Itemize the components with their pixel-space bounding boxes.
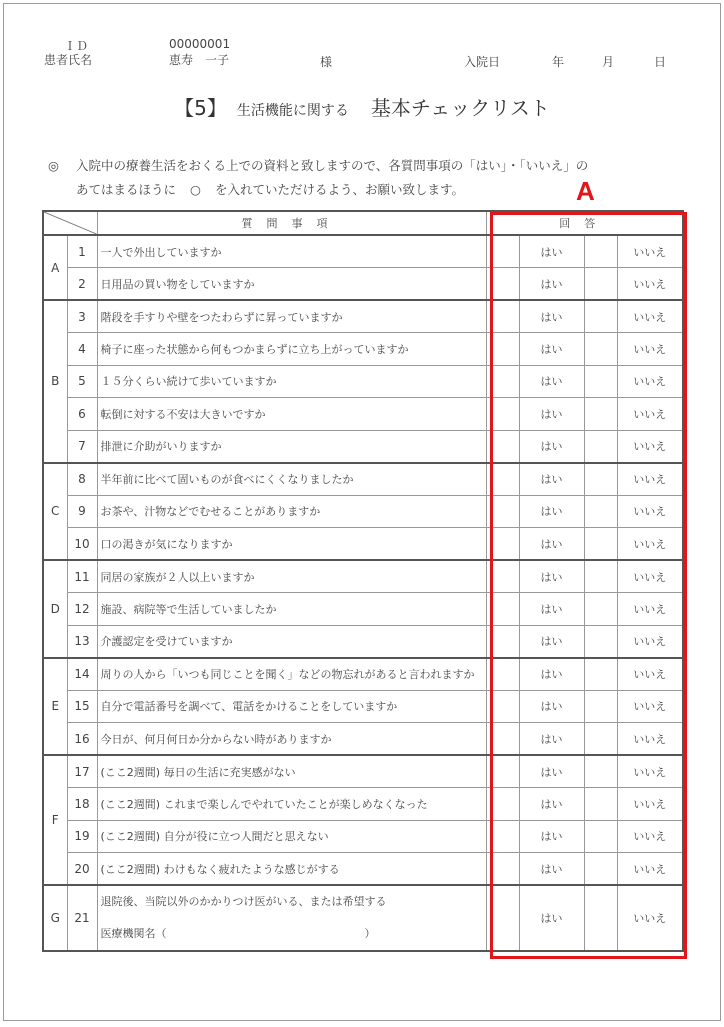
no-label: いいえ <box>617 528 683 561</box>
group-label: E <box>43 658 67 756</box>
page-title <box>4 92 720 121</box>
admission-date-label: 入院日 <box>464 55 501 69</box>
yes-checkbox-cell[interactable] <box>486 398 519 431</box>
circle-mark-icon: ○ <box>190 182 201 197</box>
no-label: いいえ <box>617 885 683 951</box>
table-row <box>43 300 683 333</box>
yes-label: はい <box>519 560 584 593</box>
patient-name-value: 恵寿 一子 <box>169 53 230 67</box>
group-label: A <box>43 235 67 300</box>
question-text: 周りの人から「いつも同じことを聞く」などの物忘れがあると言われますか <box>97 658 486 691</box>
no-label: いいえ <box>617 658 683 691</box>
yes-checkbox-cell[interactable] <box>486 333 519 366</box>
no-label: いいえ <box>617 625 683 658</box>
question-text: 階段を手すりや壁をつたわらずに昇っていますか <box>97 300 486 333</box>
yes-checkbox-cell[interactable] <box>486 820 519 853</box>
question-text-line: 退院後、当院以外のかかりつけ医がいる、または希望する <box>100 895 387 908</box>
question-text: (ここ2週間) 自分が役に立つ人間だと思えない <box>97 820 486 853</box>
yes-checkbox-cell[interactable] <box>486 788 519 821</box>
no-checkbox-cell[interactable] <box>584 723 617 756</box>
yes-checkbox-cell[interactable] <box>486 560 519 593</box>
table-row <box>43 235 683 268</box>
question-text: 転倒に対する不安は大きいですか <box>97 398 486 431</box>
yes-label: はい <box>519 463 584 496</box>
table-row <box>43 463 683 496</box>
question-number: 19 <box>67 820 97 853</box>
question-number: 2 <box>67 268 97 301</box>
group-label: C <box>43 463 67 561</box>
checklist-page <box>3 3 721 1021</box>
question-text: (ここ2週間) わけもなく疲れたような感じがする <box>97 853 486 886</box>
question-number: 7 <box>67 430 97 463</box>
no-label: いいえ <box>617 723 683 756</box>
no-checkbox-cell[interactable] <box>584 235 617 268</box>
table-row <box>43 593 683 626</box>
question-number: 21 <box>67 885 97 951</box>
no-checkbox-cell[interactable] <box>584 365 617 398</box>
yes-label: はい <box>519 365 584 398</box>
instruction-line-2b: を入れていただけるよう、お願い致します。 <box>214 182 464 197</box>
yes-label: はい <box>519 658 584 691</box>
question-number: 1 <box>67 235 97 268</box>
question-number: 11 <box>67 560 97 593</box>
hospital-name-field[interactable]: 医療機関名（ ） <box>100 927 376 940</box>
yes-label: はい <box>519 723 584 756</box>
instructions <box>48 154 588 202</box>
yes-checkbox-cell[interactable] <box>486 625 519 658</box>
yes-label: はい <box>519 690 584 723</box>
question-number: 17 <box>67 755 97 788</box>
question-header: 質問事項 <box>97 211 486 235</box>
question-text: 口の渇きが気になりますか <box>97 528 486 561</box>
table-row <box>43 333 683 366</box>
no-checkbox-cell[interactable] <box>584 658 617 691</box>
yes-checkbox-cell[interactable] <box>486 690 519 723</box>
yes-checkbox-cell[interactable] <box>486 300 519 333</box>
patient-name-label: 患者氏名 <box>44 53 93 67</box>
no-label: いいえ <box>617 495 683 528</box>
table-row <box>43 885 683 951</box>
yes-checkbox-cell[interactable] <box>486 593 519 626</box>
yes-label: はい <box>519 430 584 463</box>
yes-checkbox-cell[interactable] <box>486 755 519 788</box>
no-label: いいえ <box>617 365 683 398</box>
group-label: B <box>43 300 67 463</box>
no-label: いいえ <box>617 235 683 268</box>
yes-label: はい <box>519 495 584 528</box>
question-text: 椅子に座った状態から何もつかまらずに立ち上がっていますか <box>97 333 486 366</box>
question-text: 日用品の買い物をしていますか <box>97 268 486 301</box>
double-circle-icon: ◎ <box>48 158 59 173</box>
no-label: いいえ <box>617 430 683 463</box>
table-row <box>43 528 683 561</box>
question-number: 10 <box>67 528 97 561</box>
no-checkbox-cell[interactable] <box>584 268 617 301</box>
id-label: ＩＤ <box>64 39 89 53</box>
no-label: いいえ <box>617 560 683 593</box>
question-number: 12 <box>67 593 97 626</box>
table-row <box>43 788 683 821</box>
table-row <box>43 658 683 691</box>
question-text <box>97 885 486 951</box>
instruction-line-2a: あてはまるほうに <box>76 182 177 197</box>
no-checkbox-cell[interactable] <box>584 885 617 951</box>
question-number: 13 <box>67 625 97 658</box>
question-number: 18 <box>67 788 97 821</box>
no-label: いいえ <box>617 853 683 886</box>
yes-label: はい <box>519 528 584 561</box>
no-checkbox-cell[interactable] <box>584 560 617 593</box>
yes-label: はい <box>519 398 584 431</box>
annotation-label-a: A <box>576 176 595 206</box>
table-row <box>43 690 683 723</box>
table-row <box>43 560 683 593</box>
question-text: 半年前に比べて固いものが食べにくくなりましたか <box>97 463 486 496</box>
no-checkbox-cell[interactable] <box>584 463 617 496</box>
yes-checkbox-cell[interactable] <box>486 235 519 268</box>
no-checkbox-cell[interactable] <box>584 528 617 561</box>
answer-header: 回答 <box>486 211 683 235</box>
month-label: 月 <box>602 55 615 69</box>
yes-checkbox-cell[interactable] <box>486 658 519 691</box>
yes-checkbox-cell[interactable] <box>486 365 519 398</box>
question-text: お茶や、汁物などでむせることがありますか <box>97 495 486 528</box>
no-checkbox-cell[interactable] <box>584 853 617 886</box>
question-text: 自分で電話番号を調べて、電話をかけることをしていますか <box>97 690 486 723</box>
yes-checkbox-cell[interactable] <box>486 885 519 951</box>
honorific: 様 <box>320 55 333 69</box>
no-label: いいえ <box>617 755 683 788</box>
yes-label: はい <box>519 235 584 268</box>
question-text: 介護認定を受けていますか <box>97 625 486 658</box>
yes-label: はい <box>519 885 584 951</box>
group-label: F <box>43 755 67 885</box>
no-label: いいえ <box>617 820 683 853</box>
table-row <box>43 625 683 658</box>
title-subtitle: 生活機能に関する <box>236 103 349 119</box>
no-label: いいえ <box>617 268 683 301</box>
day-label: 日 <box>654 55 667 69</box>
question-number: 5 <box>67 365 97 398</box>
table-row <box>43 755 683 788</box>
id-value: 00000001 <box>169 37 231 51</box>
question-number: 15 <box>67 690 97 723</box>
no-checkbox-cell[interactable] <box>584 625 617 658</box>
yes-checkbox-cell[interactable] <box>486 853 519 886</box>
year-label: 年 <box>552 55 565 69</box>
yes-label: はい <box>519 788 584 821</box>
question-text: 排泄に介助がいりますか <box>97 430 486 463</box>
no-label: いいえ <box>617 463 683 496</box>
question-number: 4 <box>67 333 97 366</box>
yes-label: はい <box>519 593 584 626</box>
table-row <box>43 398 683 431</box>
no-checkbox-cell[interactable] <box>584 820 617 853</box>
no-checkbox-cell[interactable] <box>584 300 617 333</box>
yes-label: はい <box>519 268 584 301</box>
question-text: 同居の家族が２人以上いますか <box>97 560 486 593</box>
question-text: (ここ2週間) 毎日の生活に充実感がない <box>97 755 486 788</box>
yes-label: はい <box>519 755 584 788</box>
section-number: 【5】 <box>174 96 227 120</box>
table-row <box>43 723 683 756</box>
no-label: いいえ <box>617 398 683 431</box>
yes-label: はい <box>519 820 584 853</box>
no-checkbox-cell[interactable] <box>584 495 617 528</box>
no-checkbox-cell[interactable] <box>584 430 617 463</box>
question-text: １５分くらい続けて歩いていますか <box>97 365 486 398</box>
table-row <box>43 820 683 853</box>
yes-checkbox-cell[interactable] <box>486 463 519 496</box>
yes-checkbox-cell[interactable] <box>486 528 519 561</box>
no-label: いいえ <box>617 593 683 626</box>
yes-label: はい <box>519 853 584 886</box>
table-row <box>43 365 683 398</box>
table-row <box>43 853 683 886</box>
no-label: いいえ <box>617 690 683 723</box>
group-label: D <box>43 560 67 658</box>
no-label: いいえ <box>617 788 683 821</box>
question-number: 6 <box>67 398 97 431</box>
question-text: 施設、病院等で生活していましたか <box>97 593 486 626</box>
title-main: 基本チェックリスト <box>370 96 550 120</box>
group-label: G <box>43 885 67 951</box>
yes-checkbox-cell[interactable] <box>486 268 519 301</box>
yes-checkbox-cell[interactable] <box>486 430 519 463</box>
no-checkbox-cell[interactable] <box>584 593 617 626</box>
question-text: 今日が、何月何日か分からない時がありますか <box>97 723 486 756</box>
yes-checkbox-cell[interactable] <box>486 723 519 756</box>
no-checkbox-cell[interactable] <box>584 333 617 366</box>
instruction-line-1: 入院中の療養生活をおくる上での資料と致しますので、各質問事項の「はい」・「いいえ」の <box>76 158 589 173</box>
yes-label: はい <box>519 300 584 333</box>
table-row <box>43 268 683 301</box>
yes-checkbox-cell[interactable] <box>486 495 519 528</box>
question-number: 16 <box>67 723 97 756</box>
question-number: 20 <box>67 853 97 886</box>
yes-label: はい <box>519 625 584 658</box>
question-number: 3 <box>67 300 97 333</box>
question-text: (ここ2週間) これまで楽しんでやれていたことが楽しめなくなった <box>97 788 486 821</box>
checklist-table <box>42 210 684 952</box>
no-label: いいえ <box>617 333 683 366</box>
question-text: 一人で外出していますか <box>97 235 486 268</box>
table-row <box>43 495 683 528</box>
no-checkbox-cell[interactable] <box>584 788 617 821</box>
yes-label: はい <box>519 333 584 366</box>
question-number: 8 <box>67 463 97 496</box>
diagonal-header-cell <box>43 211 97 235</box>
table-row <box>43 430 683 463</box>
question-number: 14 <box>67 658 97 691</box>
no-checkbox-cell[interactable] <box>584 398 617 431</box>
no-checkbox-cell[interactable] <box>584 755 617 788</box>
question-number: 9 <box>67 495 97 528</box>
no-label: いいえ <box>617 300 683 333</box>
no-checkbox-cell[interactable] <box>584 690 617 723</box>
